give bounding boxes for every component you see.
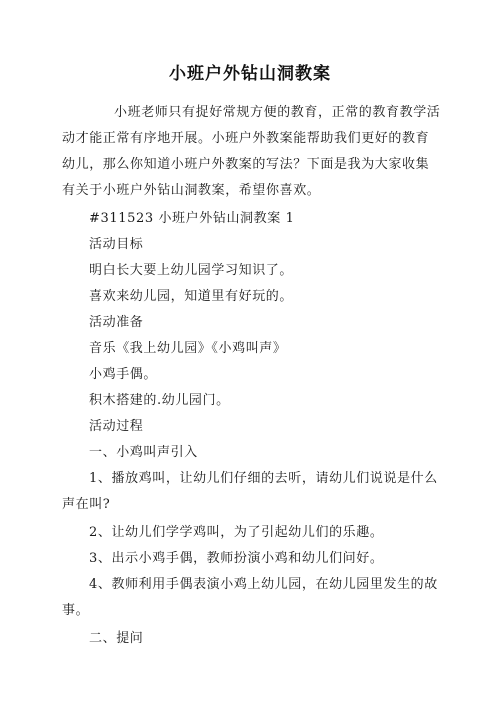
lesson-heading: #311523 小班户外钻山洞教案 1 xyxy=(89,211,295,226)
section-preparation: 活动准备 xyxy=(89,315,144,330)
preparation-item: 积木搭建的.幼儿园门。 xyxy=(89,393,230,408)
objective-item: 明白长大要上幼儿园学习知识了。 xyxy=(89,263,294,278)
process-step: 3、出示小鸡手偶，教师扮演小鸡和幼儿们问好。 xyxy=(89,551,384,566)
document-title: 小班户外钻山洞教案 xyxy=(169,64,331,84)
process-step-paragraph: 4、教师利用手偶表演小鸡上幼儿园，在幼儿园里发生的故事。 xyxy=(62,577,438,618)
process-step-paragraph: 1、播放鸡叫，让幼儿们仔细的去听，请幼儿们说说是什么声在叫? xyxy=(62,471,438,512)
process-step: 2、让幼儿们学学鸡叫，为了引起幼儿们的乐趣。 xyxy=(89,525,384,540)
intro-paragraph: 小班老师只有捉好常规方便的教育，正常的教育教学活动才能正常有序地开展。小班户外教案能帮助我们更好的教育幼儿，那么你知道小班户外教案的写法？下面是我为大家收集有关于小班户外钻山洞教案，希望你喜欢。 xyxy=(62,105,441,198)
objective-item: 喜欢来幼儿园，知道里有好玩的。 xyxy=(89,289,294,304)
section-process: 活动过程 xyxy=(89,419,144,434)
section-objectives: 活动目标 xyxy=(89,237,144,252)
section-questions: 二、提问 xyxy=(89,631,144,646)
preparation-item: 音乐《我上幼儿园》《小鸡叫声》 xyxy=(89,341,287,356)
process-step-heading: 一、小鸡叫声引入 xyxy=(89,445,198,460)
preparation-item: 小鸡手偶。 xyxy=(89,367,158,382)
